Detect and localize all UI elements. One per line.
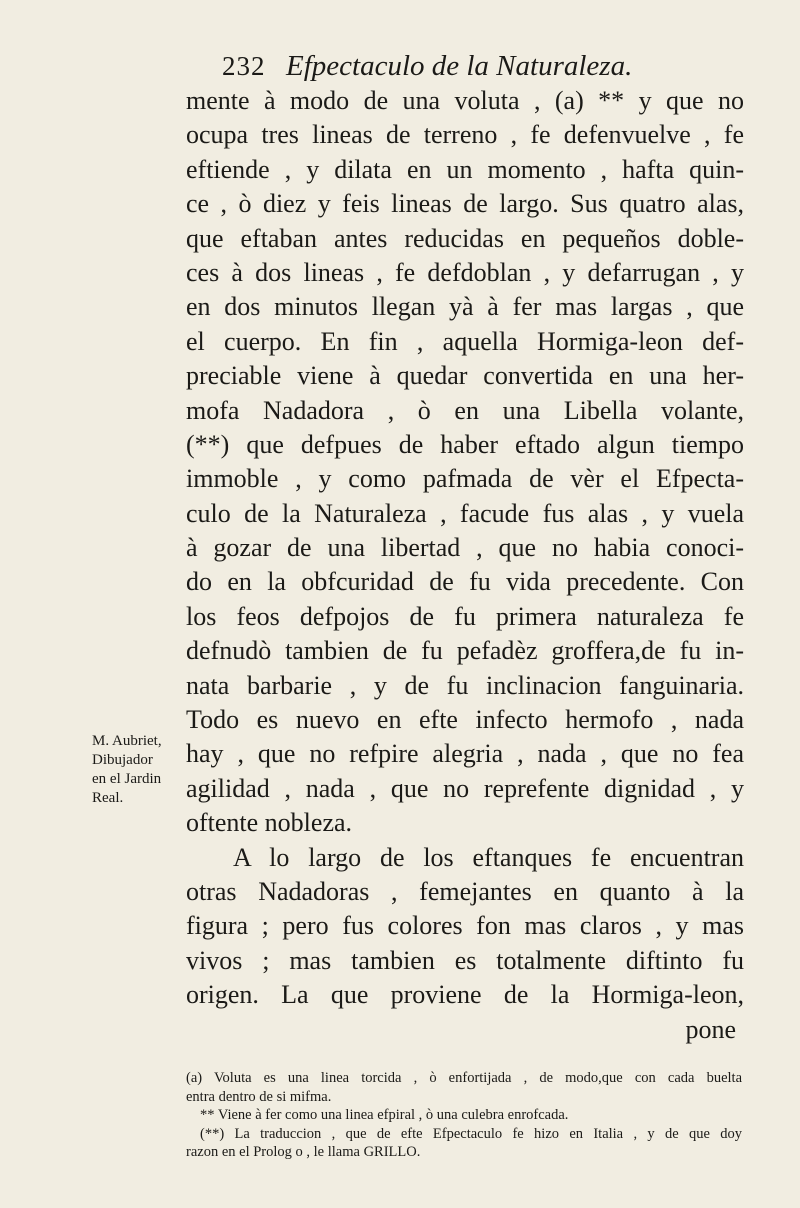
page-header	[222, 46, 692, 86]
text-line: los feos defpojos de fu primera naturaleza fe	[186, 601, 744, 631]
text-line: nata barbarie , y de fu inclinacion fanguinaria.	[186, 670, 744, 700]
text-line: otras Nadadoras , femejantes en quanto à la	[186, 876, 744, 906]
text-line: immoble , y como pafmada de vèr el Efpecta-	[186, 464, 744, 494]
margin-note	[92, 732, 176, 808]
text-line: à gozar de una libertad , que no habia conoci-	[186, 533, 744, 563]
text-line: do en la obfcuridad de fu vida precedente. Con	[186, 567, 744, 597]
text-line: oftente nobleza.	[186, 808, 353, 838]
footnotes	[186, 1069, 742, 1162]
text-line: que eftaban antes reducidas en pequeños doble-	[186, 223, 744, 253]
text-line: mente à modo de una voluta , (a) ** y que no	[186, 86, 744, 115]
text-line: vivos ; mas tambien es totalmente diftinto fu	[186, 945, 744, 975]
text-line: figura ; pero fus colores fon mas claros , y mas	[186, 911, 744, 941]
footnote-line: (**) La traduccion , que de efte Efpectaculo fe hizo en Italia , y de que doy	[200, 1125, 742, 1142]
text-line: ce , ò diez y feis lineas de largo. Sus quatro alas,	[186, 189, 744, 219]
text-line: mofa Nadadora , ò en una Libella volante,	[186, 395, 744, 425]
running-title: Efpectaculo de la Naturaleza.	[286, 50, 633, 82]
margin-note-line: Real.	[92, 790, 124, 806]
text-line: defnudò tambien de fu pefadèz groffera,de fu in-	[186, 636, 744, 666]
text-line: origen. La que proviene de la Hormiga-leon,	[186, 980, 744, 1010]
margin-note-line: en el Jardin	[92, 771, 162, 787]
text-line: Todo es nuevo en efte infecto hermofo , nada	[186, 705, 744, 735]
text-line: ces à dos lineas , fe defdoblan , y defarrugan , y	[186, 257, 744, 287]
paragraph-start-line: A lo largo de los eftanques fe encuentran	[233, 842, 744, 872]
footnote-line: entra dentro de si mifma.	[186, 1088, 332, 1105]
margin-note-line: M. Aubriet,	[92, 733, 162, 749]
text-line: en dos minutos llegan yà à fer mas largas , que	[186, 292, 744, 322]
footnote-line: razon en el Prolog o , le llama GRILLO.	[186, 1144, 421, 1161]
text-line: hay , que no refpire alegria , nada , que no fea	[186, 739, 744, 769]
text-line: eftiende , y dilata en un momento , hafta quin-	[186, 154, 744, 184]
text-line: el cuerpo. En fin , aquella Hormiga-leon def-	[186, 326, 744, 356]
footnote-line: (a) Voluta es una linea torcida , ò enfortijada , de modo,que con cada buelta	[186, 1070, 742, 1086]
text-line: preciable viene à quedar convertida en una her-	[186, 361, 744, 391]
catchword: pone	[685, 1014, 736, 1044]
footnote-line: ** Viene à fer como una linea efpiral , ò una culebra enrofcada.	[200, 1107, 569, 1124]
page-number: 232	[222, 51, 266, 81]
text-line: (**) que defpues de haber eftado algun tiempo	[186, 429, 744, 459]
main-text-block	[186, 84, 744, 1047]
margin-note-line: Dibujador	[92, 752, 153, 768]
text-line: culo de la Naturaleza , facude fus alas , y vuela	[186, 498, 744, 528]
text-line: ocupa tres lineas de terreno , fe defenvuelve , fe	[186, 120, 744, 150]
text-line: agilidad , nada , que no reprefente dignidad , y	[186, 773, 744, 803]
